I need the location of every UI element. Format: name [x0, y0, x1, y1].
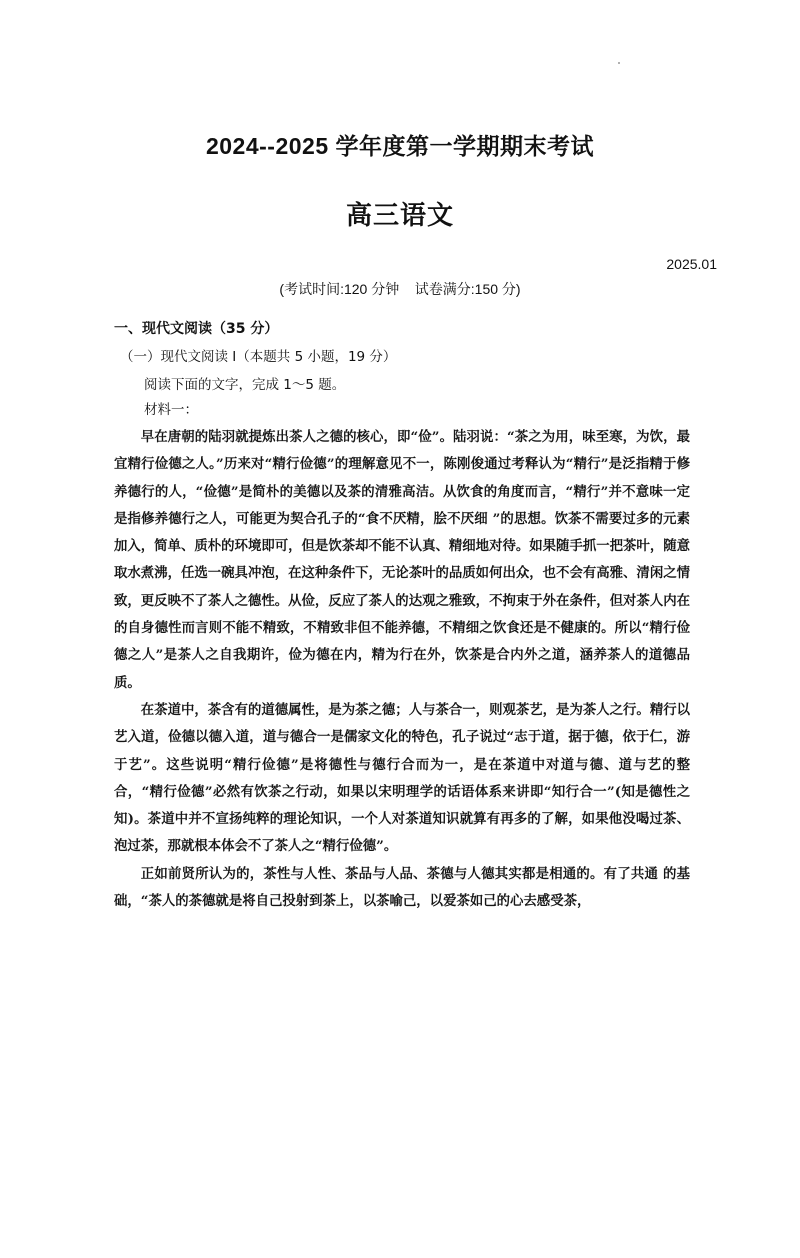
- section-subheading: （一）现代文阅读 I（本题共 5 小题，19 分）: [120, 349, 397, 365]
- passage-paragraph-2: 在茶道中，茶含有的道德属性，是为茶之德；人与茶合一，则观茶艺，是为茶人之行。精行以艺入道，俭德以德入道，道与德合一是儒家文化的特色，孔子说过“志于道，据于德，依于仁，游于艺”。这些说明“精行俭德”是将德性与德行合而为一，是在茶道中对道与德、道与艺的整合，“精行俭德”必然有饮茶之行动，如果以宋明理学的话语体系来讲即“知行合一”(知是德性之知)。茶道中并不宣扬纯粹的理论知识，一个人对茶道知识就算有再多的了解，如果他没喝过茶、泡过茶，那就根本体会不了茶人之“精行俭德”。: [114, 701, 690, 855]
- section-heading: 一、现代文阅读（35 分）: [114, 321, 279, 337]
- material-label: 材料一：: [144, 402, 198, 418]
- exam-subject: 高三语文: [345, 200, 454, 230]
- passage-paragraph-1: 早在唐朝的陆羽就提炼出茶人之德的核心，即“俭”。陆羽说：“茶之为用，味至寒，为饮，最宜精行俭德之人。”历来对“精行俭德”的理解意见不一，陈刚俊通过考释认为“精行”是泛指精于修养德行的人，“俭德”是简朴的美德以及茶的清雅高洁。从饮食的角度而言，“精行”并不意味一定是指修养德行之人，可能更为契合孔子的“食不厌精，脍不厌细 ”的思想。饮茶不需要过多的元素加入，简单、质朴的环境即可，但是饮茶却不能不认真、精细地对待。如果随手抓一把茶叶，随意取水煮沸，任选一碗具冲泡，在这种条件下，无论茶叶的品质如何出众，也不会有高雅、清闲之情致，更反映不了茶人之德性。从俭，反应了茶人的达观之雅致，不拘束于外在条件，但对茶人内在的自身德性而言则不能不精致，不精致非但不能养德，不精细之饮食还是不健康的。所以“精行俭德之人”是茶人之自我期许，俭为德在内，精为行在外，饮茶是合内外之道，涵养茶人的道德品质。: [114, 429, 690, 691]
- passage-paragraph-3: 正如前贤所认为的，茶性与人性、茶品与人品、茶德与人德其实都是相通的。有了共通 的基础，“茶人的茶德就是将自己投射到茶上，以茶喻己，以爱茶如己的心去感受茶，: [114, 865, 690, 910]
- exam-date: 2025.01: [666, 256, 717, 272]
- reading-instruction: 阅读下面的文字，完成 1～5 题。: [144, 377, 346, 393]
- exam-time-score-info: (考试时间:120 分钟 试卷满分:150 分): [279, 281, 521, 297]
- exam-title: 2024--2025 学年度第一学期期末考试: [205, 133, 595, 159]
- reading-passage: [114, 424, 690, 915]
- scan-speck: [618, 62, 620, 64]
